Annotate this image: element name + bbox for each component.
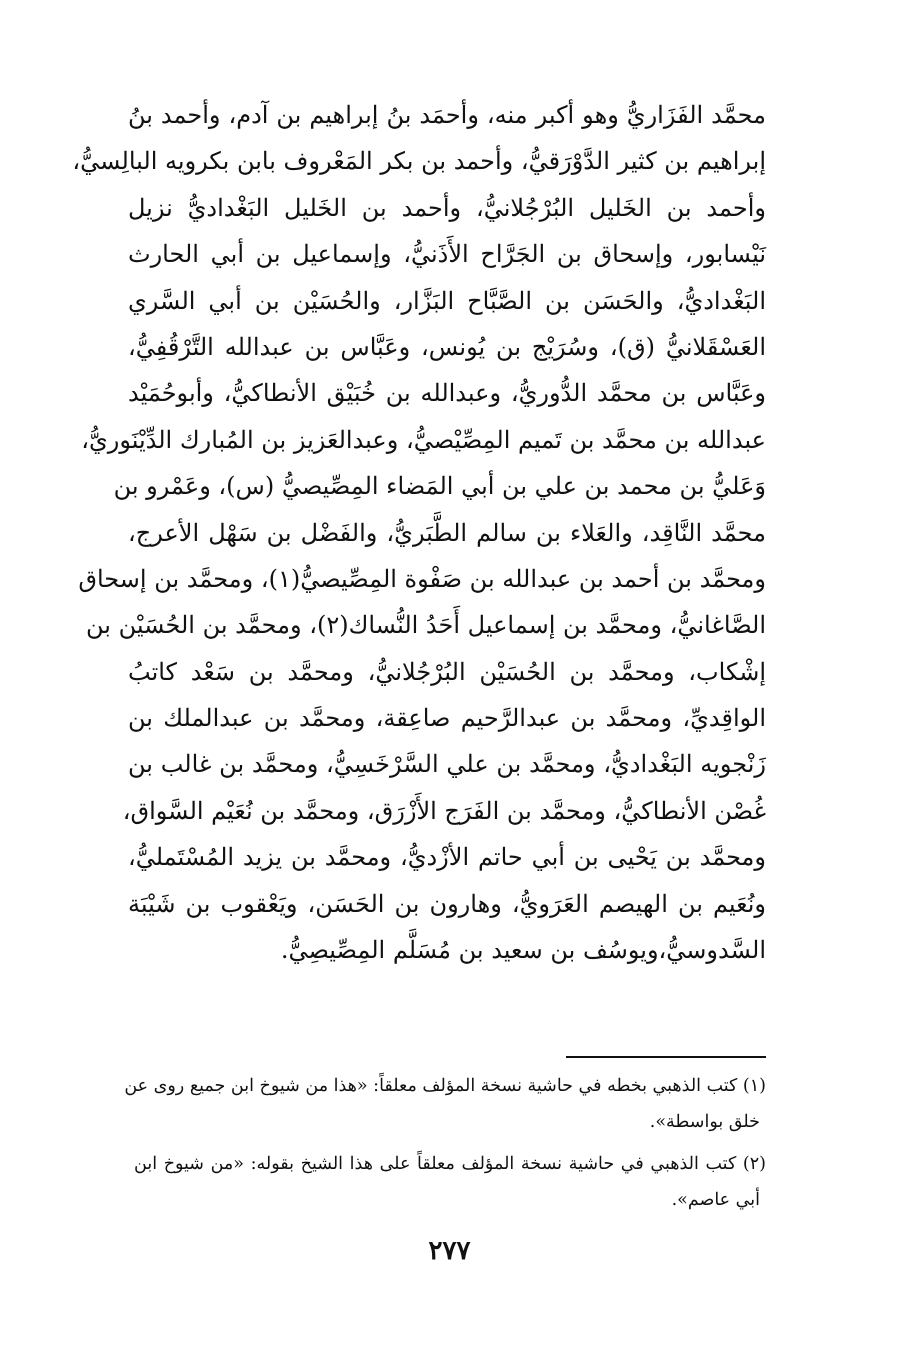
footnote-line: أبي عاصم».	[671, 1190, 760, 1210]
footnote-1	[124, 1068, 766, 1140]
text-line: وأحمد بن الخَليل البُرْجُلانيُّ، وأحمد بن الخَليل البَغْداديُّ نزيل	[128, 193, 766, 222]
text-line: إشْكاب، ومحمَّد بن الحُسَيْن البُرْجُلانيُّ، ومحمَّد بن سَعْد كاتبُ	[128, 657, 766, 686]
text-line: محمَّد النَّاقِد، والعَلاء بن سالم الطَّبَريُّ، والفَضْل بن سَهْل الأعرج،	[128, 518, 766, 547]
footnote-line: خلق بواسطة».	[649, 1112, 760, 1132]
text-line: العَسْقَلانيُّ (ق)، وسُرَيْج بن يُونس، وعَبَّاس بن عبدالله التَّرْقُفِيُّ،	[128, 332, 766, 361]
text-line: عبدالله بن محمَّد بن تَميم المِصِّيْصيُّ، وعبدالعَزيز بن المُبارك الدِّيْنَوريُّ،	[81, 425, 766, 454]
footnote-2	[134, 1146, 766, 1218]
text-line: زَنْجويه البَغْداديُّ، ومحمَّد بن علي السَّرْخَسِيُّ، ومحمَّد بن غالب بن	[128, 750, 766, 779]
footnote-line: (٢) كتب الذهبي في حاشية نسخة المؤلف معلقاً على هذا الشيخ بقوله: «من شيوخ ابن	[134, 1154, 766, 1174]
footnotes	[124, 1068, 766, 1224]
footnote-separator	[566, 1056, 766, 1058]
text-line: إبراهيم بن كثير الدَّوْرَقيُّ، وأحمد بن بكر المَعْروف بابن بكرويه البالِسيُّ،	[72, 147, 766, 176]
text-line: وَعَليُّ بن محمد بن علي بن أبي المَضاء المِصِّيصيُّ (س)، وعَمْرو بن	[113, 472, 766, 501]
page-number: ٢٧٧	[428, 1236, 471, 1266]
text-line: غُصْن الأنطاكيُّ، ومحمَّد بن الفَرَج الأَزْرَق، ومحمَّد بن نُعَيْم السَّواق،	[122, 796, 766, 825]
text-line: ومحمَّد بن أحمد بن عبدالله بن صَفْوة المِصِّيصيُّ(١)، ومحمَّد بن إسحاق	[78, 564, 766, 593]
text-line: السَّدوسيُّ،ويوسُف بن سعيد بن مُسَلَّم المِصِّيصِيُّ.	[280, 936, 766, 965]
text-line: نَيْسابور، وإسحاق بن الجَرَّاح الأَذَنيُّ، وإسماعيل بن أبي الحارث	[128, 240, 766, 269]
text-line: ونُعَيم بن الهيصم العَرَويُّ، وهارون بن الحَسَن، ويَعْقوب بن شَيْبَة	[128, 889, 766, 918]
text-line: الواقِديِّ، ومحمَّد بن عبدالرَّحيم صاعِقة، ومحمَّد بن عبدالملك بن	[128, 704, 766, 733]
text-line: وعَبَّاس بن محمَّد الدُّوريُّ، وعبدالله بن خُبَيْق الأنطاكيُّ، وأبوحُمَيْد	[128, 379, 766, 408]
main-text	[72, 92, 766, 973]
text-line: ومحمَّد بن يَحْيى بن أبي حاتم الأزْديُّ، ومحمَّد بن يزيد المُسْتَمليُّ،	[128, 843, 766, 872]
text-line: الصَّاغانيُّ، ومحمَّد بن إسماعيل أَحَدُ النُّساك(٢)، ومحمَّد بن الحُسَيْن بن	[85, 611, 766, 640]
text-line: محمَّد الفَزَاريُّ وهو أكبر منه، وأحمَد بنُ إبراهيم بن آدم، وأحمد بنُ	[128, 101, 766, 129]
footnote-line: (١) كتب الذهبي بخطه في حاشية نسخة المؤلف معلقاً: «هذا من شيوخ ابن جميع روى عن	[124, 1076, 766, 1096]
text-line: البَغْداديُّ، والحَسَن بن الصَّبَّاح البَزَّار، والحُسَيْن بن أبي السَّري	[128, 286, 766, 315]
